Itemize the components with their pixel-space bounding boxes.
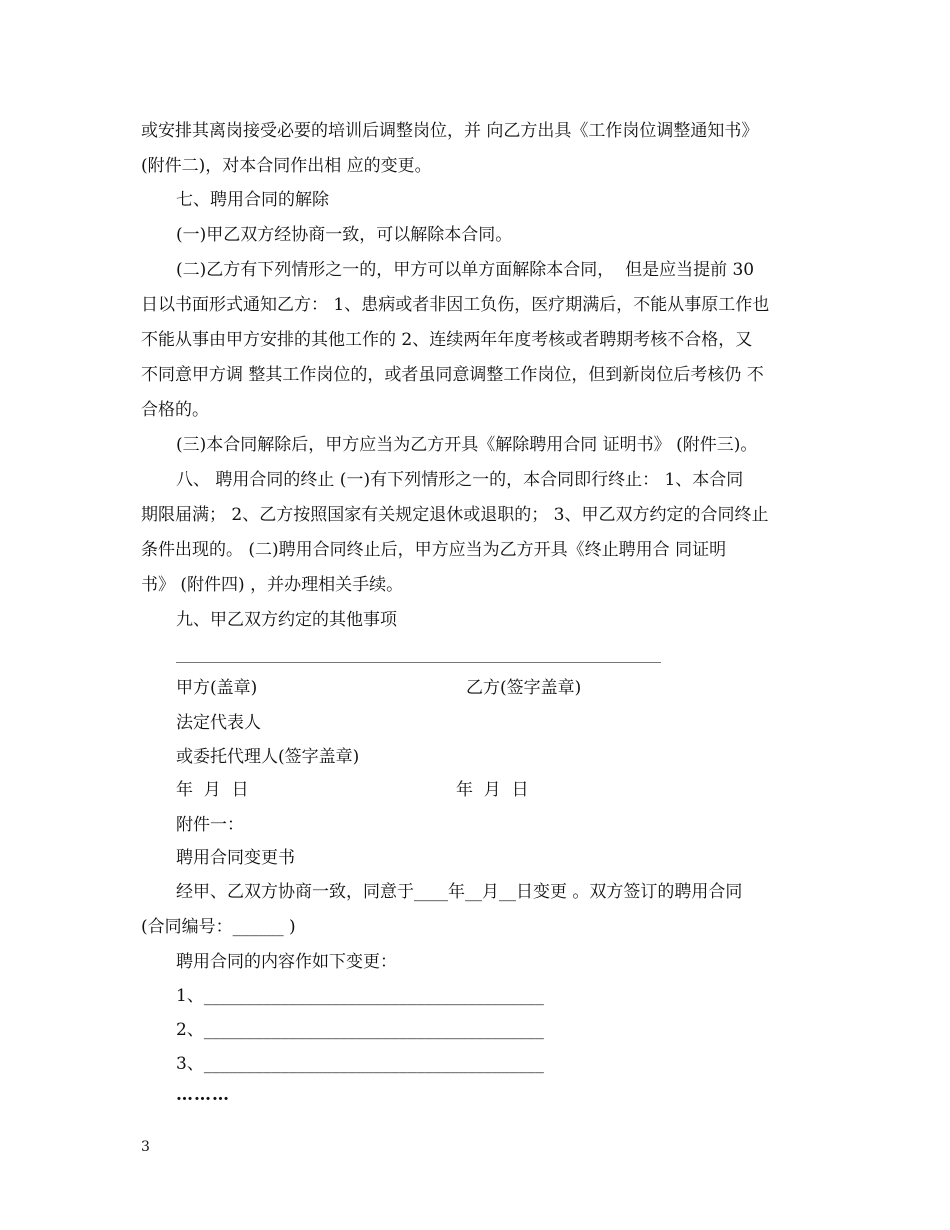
party-a-seal-label: 甲方(盖章) — [176, 678, 258, 698]
section-heading-9: 九、甲乙双方约定的其他事项 — [176, 610, 397, 630]
change-item-2: 2、________________________________________ — [176, 1020, 544, 1040]
paragraph-line: 合格的。 — [141, 400, 209, 420]
legal-representative-label: 法定代表人 — [176, 713, 261, 733]
ellipsis: ……… — [176, 1085, 230, 1105]
paragraph-line: 或安排其离岗接受必要的培训后调整岗位，并 向乙方出具《工作岗位调整通知书》 — [141, 121, 759, 141]
change-item-1: 1、________________________________________ — [176, 986, 544, 1006]
paragraph-line: (一)甲乙双方经协商一致，可以解除本合同。 — [176, 225, 513, 245]
attachment-title: 聘用合同变更书 — [176, 848, 295, 868]
paragraph-line: 日以书面形式通知乙方： 1、患病或者非因工负伤，医疗期满后，不能从事原工作也 — [141, 295, 770, 315]
section-heading-8: 八、 聘用合同的终止 (一)有下列情形之一的，本合同即行终止： 1、本合同 — [176, 470, 744, 490]
page-number: 3 — [141, 1139, 150, 1155]
changes-intro: 聘用合同的内容作如下变更： — [176, 952, 397, 972]
paragraph-line: 条件出现的。 (二)聘用合同终止后，甲方应当为乙方开具《终止聘用合 同证明 — [141, 540, 727, 560]
attachment-body-line: 经甲、乙双方协商一致，同意于____年__月__日变更 。双方签订的聘用合同 — [176, 882, 743, 902]
party-b-date: 年 月 日 — [456, 780, 529, 800]
paragraph-line: 期限届满； 2、乙方按照国家有关规定退休或退职的； 3、甲乙双方约定的合同终止 — [141, 505, 769, 525]
section-heading-7: 七、聘用合同的解除 — [176, 190, 329, 210]
contract-number-line: (合同编号：______ ) — [141, 917, 296, 937]
party-a-date: 年 月 日 — [176, 780, 249, 800]
paragraph-line: 不同意甲方调 整其工作岗位的，或者虽同意调整工作岗位，但到新岗位后考核仍 不 — [141, 365, 764, 385]
paragraph-line: 不能从事由甲方安排的其他工作的 2、连续两年年度考核或者聘期考核不合格，又 — [141, 330, 753, 350]
paragraph-line: (三)本合同解除后，甲方应当为乙方开具《解除聘用合同 证明书》 (附件三)。 — [176, 435, 758, 455]
attachment-label: 附件一： — [176, 815, 244, 835]
agent-label: 或委托代理人(签字盖章) — [176, 747, 360, 767]
change-item-3: 3、________________________________________ — [176, 1054, 544, 1074]
paragraph-line: 书》 (附件四) ，并办理相关手续。 — [141, 575, 404, 595]
paragraph-line: (附件二)，对本合同作出相 应的变更。 — [141, 156, 432, 176]
blank-underline — [176, 662, 661, 663]
party-b-seal-label: 乙方(签字盖章) — [466, 678, 582, 698]
paragraph-line: (二)乙方有下列情形之一的，甲方可以单方面解除本合同， 但是应当提前 30 — [176, 260, 755, 280]
